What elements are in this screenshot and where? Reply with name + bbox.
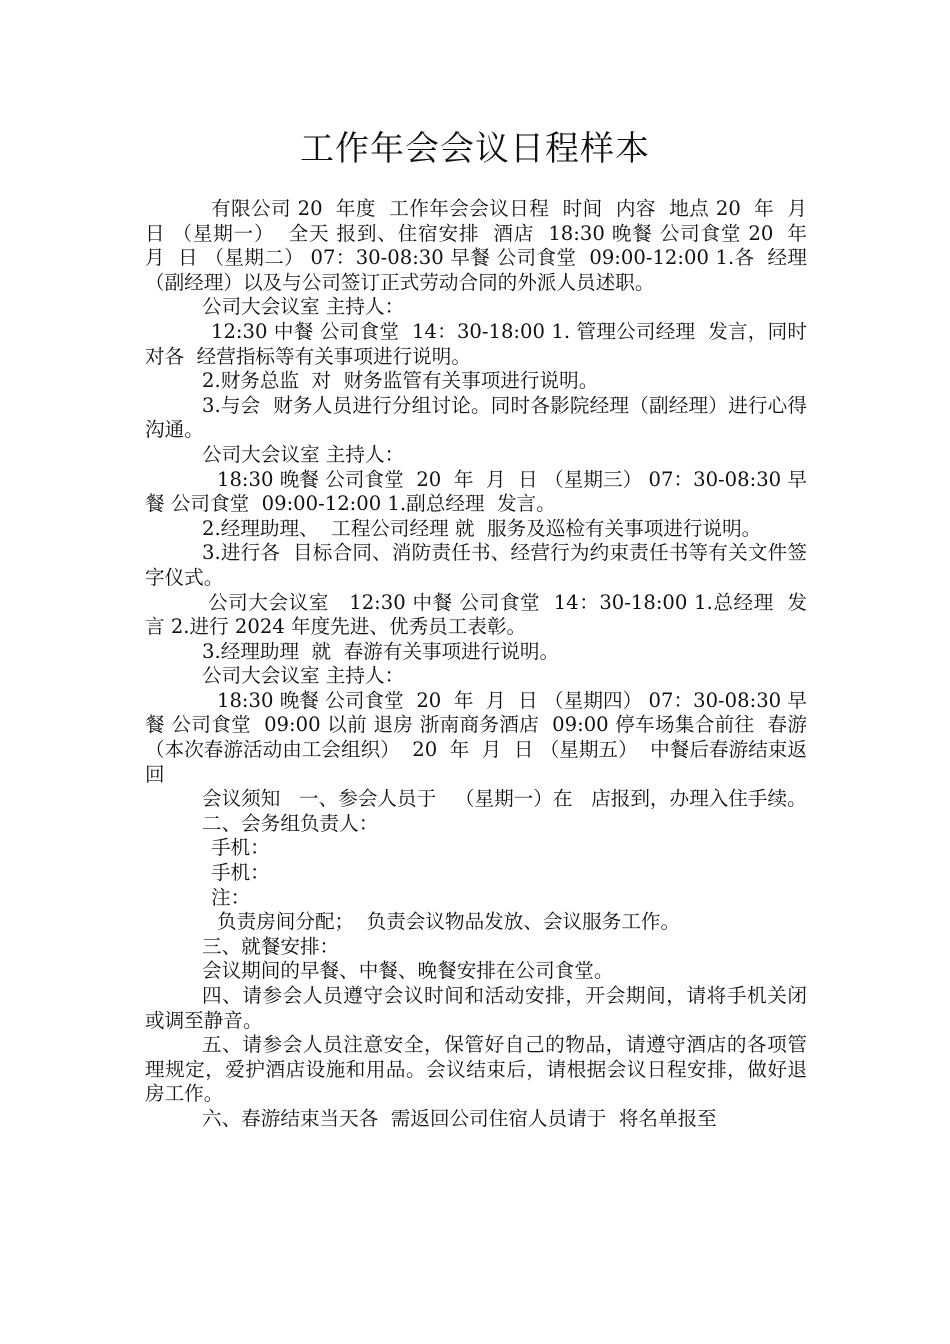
paragraph: 注： (211, 885, 251, 909)
paragraph: 18:30 晚餐 公司食堂 20 年 月 日 （星期三） 07：30-08:30 早餐 公司食堂 09:00-12:00 1.副总经理 发言。 (145, 467, 807, 516)
paragraph: 会议期间的早餐、中餐、晚餐安排在公司食堂。 (202, 959, 614, 983)
paragraph: 五、请参会人员注意安全，保管好自己的物品，请遵守酒店的各项管理规定，爱护酒店设施和用品。会议结束后，请根据会议日程安排，做好退房工作。 (145, 1033, 807, 1106)
paragraph: 2.经理助理、 工程公司经理 就 服务及巡检有关事项进行说明。 (202, 516, 762, 540)
paragraph: 有限公司 20 年度 工作年会会议日程 时间 内容 地点 20 年 月 日 （星期一） 全天 报到、住宿安排 酒店 18:30 晚餐 公司食堂 20 年 月 日 （星期二） 07：30-08:30 早餐 公司食堂 09:00-12:00 1.各 经理（副经理）以及与公司签订正式劳动合同的外派人员述职。 (145, 197, 820, 294)
paragraph: 3.经理助理 就 春游有关事项进行说明。 (202, 639, 560, 663)
paragraph: 公司大会议室 主持人： (202, 295, 405, 319)
paragraph: 3.与会 财务人员进行分组讨论。同时各影院经理（副经理）进行心得沟通。 (145, 393, 807, 442)
paragraph: 18:30 晚餐 公司食堂 20 年 月 日 （星期四） 07：30-08:30 早餐 公司食堂 09:00 以前 退房 浙南商务酒店 09:00 停车场集合前往 春游 （本次春游活动由工会组织） 20 年 月 日 （星期五） 中餐后春游结束返回 (145, 688, 814, 786)
paragraph: 手机： (211, 861, 270, 885)
paragraph: 公司大会议室 12:30 中餐 公司食堂 14：30-18:00 1.总经理 发言 2.进行 2024 年度先进、优秀员工表彰。 (145, 590, 807, 639)
paragraph: 2.财务总监 对 财务监管有关事项进行说明。 (202, 369, 599, 393)
paragraph: 手机： (211, 836, 270, 860)
paragraph: 3.进行各 目标合同、消防责任书、经营行为约束责任书等有关文件签字仪式。 (145, 541, 807, 589)
paragraph: 四、请参会人员遵守会议时间和活动安排，开会期间，请将手机关闭或调至静音。 (145, 984, 807, 1032)
paragraph: 会议须知 一、参会人员于 （星期一）在 店报到，办理入住手续。 (202, 787, 807, 811)
paragraph: 负责房间分配； 负责会议物品发放、会议服务工作。 (217, 910, 681, 934)
paragraph: 公司大会议室 主持人： (202, 664, 405, 688)
document-body (145, 197, 820, 1132)
paragraph: 12:30 中餐 公司食堂 14：30-18:00 1. 管理公司经理 发言，同时对各 经营指标等有关事项进行说明。 (145, 319, 807, 368)
paragraph: 三、就餐安排： (202, 934, 340, 958)
document-title: 工作年会会议日程样本 (300, 129, 650, 169)
paragraph: 二、会务组负责人： (202, 811, 379, 835)
paragraph: 六、春游结束当天各 需返回公司住宿人员请于 将名单报至 (202, 1106, 717, 1130)
paragraph: 公司大会议室 主持人： (202, 442, 405, 466)
